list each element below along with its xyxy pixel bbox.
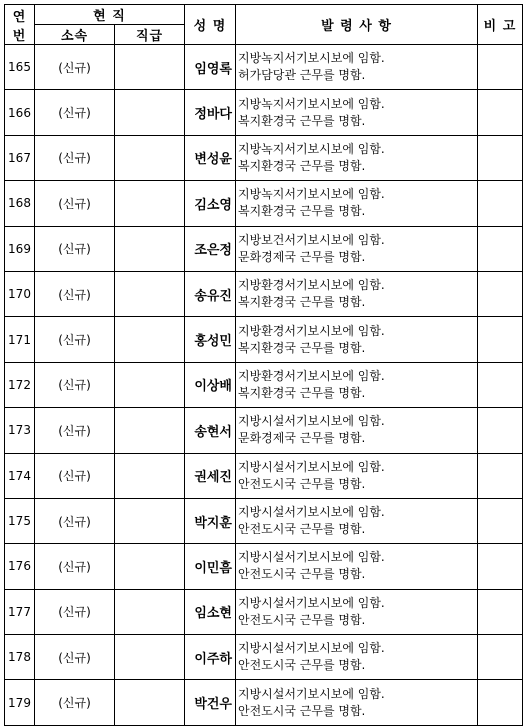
row-order	[236, 453, 478, 498]
order-line-2: 안전도시국 근무를 명함.	[238, 703, 366, 718]
row-no: 168	[5, 181, 35, 226]
order-line-1: 지방녹지서기보시보에 임함.	[238, 187, 385, 202]
row-order	[236, 135, 478, 180]
row-affiliation: (신규)	[35, 90, 115, 135]
row-affiliation: (신규)	[35, 544, 115, 589]
row-affiliation: (신규)	[35, 181, 115, 226]
order-line-2: 복지환경국 근무를 명함.	[238, 340, 366, 355]
table-row	[5, 271, 523, 316]
row-name: 정바다	[185, 90, 236, 135]
table-body	[5, 45, 523, 726]
table-row	[5, 544, 523, 589]
order-line-1: 지방녹지서기보시보에 임함.	[238, 51, 385, 66]
row-rank	[115, 90, 185, 135]
row-remarks	[478, 135, 523, 180]
table-row	[5, 135, 523, 180]
row-rank	[115, 45, 185, 90]
row-remarks	[478, 271, 523, 316]
row-affiliation: (신규)	[35, 498, 115, 543]
order-line-2: 안전도시국 근무를 명함.	[238, 658, 366, 673]
row-name: 홍성민	[185, 317, 236, 362]
row-name: 이상배	[185, 362, 236, 407]
table-header	[5, 5, 523, 45]
order-line-2: 안전도시국 근무를 명함.	[238, 567, 366, 582]
row-order	[236, 589, 478, 634]
order-line-1: 지방시설서기보시보에 임함.	[238, 505, 385, 520]
row-rank	[115, 453, 185, 498]
order-line-1: 지방환경서기보시보에 임함.	[238, 278, 385, 293]
header-order: 발 령 사 항	[236, 5, 478, 45]
table-row	[5, 45, 523, 90]
row-name: 권세진	[185, 453, 236, 498]
row-affiliation: (신규)	[35, 680, 115, 725]
row-remarks	[478, 90, 523, 135]
row-order	[236, 45, 478, 90]
order-line-2: 복지환경국 근무를 명함.	[238, 295, 366, 310]
appointment-table	[4, 4, 523, 726]
table-row	[5, 635, 523, 680]
row-affiliation: (신규)	[35, 408, 115, 453]
header-no-bottom: 번	[12, 28, 27, 44]
header-rank: 직급	[115, 25, 185, 45]
row-rank	[115, 408, 185, 453]
row-affiliation: (신규)	[35, 589, 115, 634]
table-row	[5, 181, 523, 226]
header-remarks: 비 고	[478, 5, 523, 45]
order-line-2: 허가담당관 근무를 명함.	[238, 68, 366, 83]
row-rank	[115, 181, 185, 226]
row-no: 171	[5, 317, 35, 362]
row-rank	[115, 135, 185, 180]
row-remarks	[478, 181, 523, 226]
order-line-1: 지방시설서기보시보에 임함.	[238, 414, 385, 429]
table-row	[5, 226, 523, 271]
table-row	[5, 498, 523, 543]
row-affiliation: (신규)	[35, 135, 115, 180]
row-no: 166	[5, 90, 35, 135]
row-name: 임영록	[185, 45, 236, 90]
row-order	[236, 498, 478, 543]
row-rank	[115, 317, 185, 362]
row-remarks	[478, 317, 523, 362]
row-order	[236, 362, 478, 407]
header-name: 성 명	[185, 5, 236, 45]
order-line-1: 지방녹지서기보시보에 임함.	[238, 141, 385, 156]
row-name: 변성윤	[185, 135, 236, 180]
header-current-post: 현 직	[35, 5, 185, 25]
row-name: 조은정	[185, 226, 236, 271]
row-order	[236, 408, 478, 453]
table-row	[5, 90, 523, 135]
row-name: 송유진	[185, 271, 236, 316]
row-no: 167	[5, 135, 35, 180]
row-remarks	[478, 453, 523, 498]
order-line-2: 복지환경국 근무를 명함.	[238, 204, 366, 219]
order-line-1: 지방시설서기보시보에 임함.	[238, 459, 385, 474]
row-name: 이민흠	[185, 544, 236, 589]
row-affiliation: (신규)	[35, 635, 115, 680]
order-line-1: 지방환경서기보시보에 임함.	[238, 323, 385, 338]
row-name: 박지훈	[185, 498, 236, 543]
row-affiliation: (신규)	[35, 226, 115, 271]
row-remarks	[478, 45, 523, 90]
row-remarks	[478, 680, 523, 725]
order-line-1: 지방녹지서기보시보에 임함.	[238, 96, 385, 111]
row-remarks	[478, 362, 523, 407]
row-no: 174	[5, 453, 35, 498]
order-line-2: 문화경제국 근무를 명함.	[238, 431, 366, 446]
row-affiliation: (신규)	[35, 271, 115, 316]
row-rank	[115, 498, 185, 543]
row-rank	[115, 271, 185, 316]
order-line-1: 지방시설서기보시보에 임함.	[238, 686, 385, 701]
row-remarks	[478, 226, 523, 271]
row-order	[236, 271, 478, 316]
row-affiliation: (신규)	[35, 317, 115, 362]
order-line-2: 안전도시국 근무를 명함.	[238, 476, 366, 491]
order-line-2: 문화경제국 근무를 명함.	[238, 249, 366, 264]
row-rank	[115, 362, 185, 407]
row-rank	[115, 589, 185, 634]
order-line-2: 안전도시국 근무를 명함.	[238, 522, 366, 537]
order-line-2: 복지환경국 근무를 명함.	[238, 385, 366, 400]
row-rank	[115, 544, 185, 589]
row-no: 170	[5, 271, 35, 316]
table-row	[5, 317, 523, 362]
order-line-2: 안전도시국 근무를 명함.	[238, 612, 366, 627]
row-no: 175	[5, 498, 35, 543]
row-no: 172	[5, 362, 35, 407]
row-remarks	[478, 544, 523, 589]
row-no: 177	[5, 589, 35, 634]
row-rank	[115, 680, 185, 725]
row-rank	[115, 635, 185, 680]
table-row	[5, 408, 523, 453]
row-no: 165	[5, 45, 35, 90]
table-row	[5, 589, 523, 634]
header-no	[5, 5, 35, 45]
row-name: 이주하	[185, 635, 236, 680]
table-row	[5, 680, 523, 725]
order-line-1: 지방보건서기보시보에 임함.	[238, 232, 385, 247]
table-row	[5, 453, 523, 498]
order-line-2: 복지환경국 근무를 명함.	[238, 158, 366, 173]
row-no: 178	[5, 635, 35, 680]
row-no: 169	[5, 226, 35, 271]
row-name: 임소현	[185, 589, 236, 634]
order-line-1: 지방시설서기보시보에 임함.	[238, 550, 385, 565]
row-order	[236, 635, 478, 680]
row-remarks	[478, 408, 523, 453]
row-order	[236, 680, 478, 725]
row-order	[236, 181, 478, 226]
row-no: 176	[5, 544, 35, 589]
row-order	[236, 544, 478, 589]
row-remarks	[478, 635, 523, 680]
order-line-1: 지방시설서기보시보에 임함.	[238, 595, 385, 610]
order-line-1: 지방시설서기보시보에 임함.	[238, 641, 385, 656]
order-line-2: 복지환경국 근무를 명함.	[238, 113, 366, 128]
row-remarks	[478, 589, 523, 634]
header-no-top: 연	[12, 9, 27, 25]
header-affiliation: 소속	[35, 25, 115, 45]
row-no: 173	[5, 408, 35, 453]
row-remarks	[478, 498, 523, 543]
row-rank	[115, 226, 185, 271]
row-order	[236, 90, 478, 135]
row-name: 송현서	[185, 408, 236, 453]
row-no: 179	[5, 680, 35, 725]
row-name: 김소영	[185, 181, 236, 226]
row-order	[236, 317, 478, 362]
row-name: 박건우	[185, 680, 236, 725]
row-affiliation: (신규)	[35, 453, 115, 498]
row-affiliation: (신규)	[35, 45, 115, 90]
row-order	[236, 226, 478, 271]
row-affiliation: (신규)	[35, 362, 115, 407]
order-line-1: 지방환경서기보시보에 임함.	[238, 368, 385, 383]
table-row	[5, 362, 523, 407]
